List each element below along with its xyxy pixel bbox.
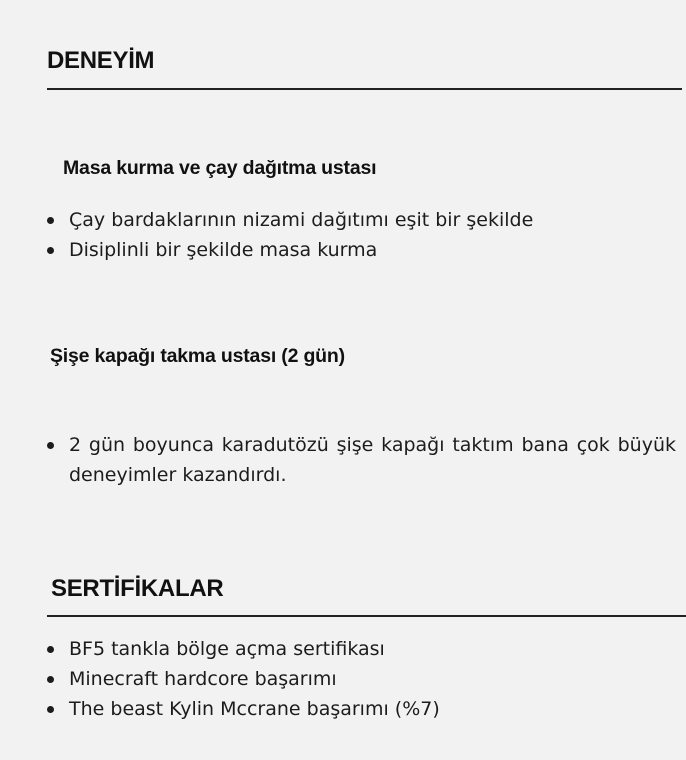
certificates-list bbox=[47, 634, 440, 724]
certificates-divider bbox=[47, 615, 686, 617]
job-tea-service-bullets bbox=[47, 205, 533, 265]
list-item: The beast Kylin Mccrane başarımı (%7) bbox=[47, 694, 440, 724]
list-item: Çay bardaklarının nizami dağıtımı eşit bir şekilde bbox=[47, 205, 533, 235]
list-item: Disiplinli bir şekilde masa kurma bbox=[47, 235, 533, 265]
job-title-bottle-cap: Şişe kapağı takma ustası (2 gün) bbox=[50, 345, 345, 367]
experience-divider bbox=[47, 88, 682, 90]
experience-heading: DENEYİM bbox=[47, 47, 155, 74]
list-item: 2 gün boyunca karadutözü şişe kapağı taktım bana çok büyük deneyimler kazandırdı. bbox=[47, 430, 676, 490]
job-title-tea-service: Masa kurma ve çay dağıtma ustası bbox=[63, 157, 377, 179]
job-bottle-cap-bullets bbox=[47, 430, 676, 490]
certificates-heading: SERTİFİKALAR bbox=[51, 575, 224, 602]
list-item: Minecraft hardcore başarımı bbox=[47, 664, 440, 694]
list-item: BF5 tankla bölge açma sertifikası bbox=[47, 634, 440, 664]
